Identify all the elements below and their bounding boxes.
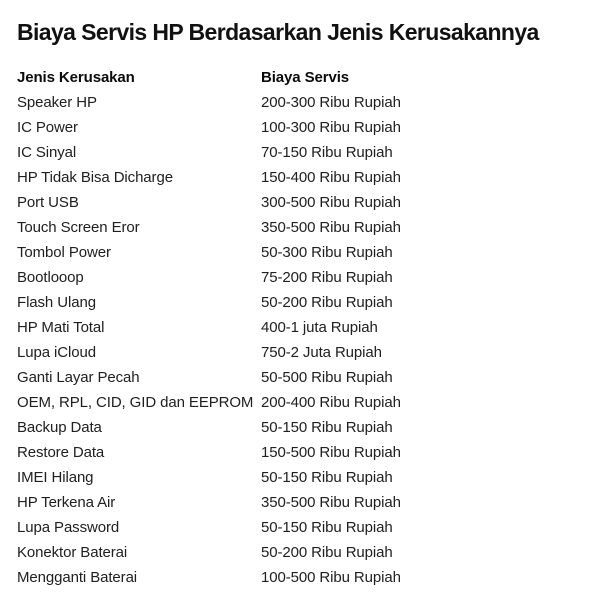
table-row [17,465,590,490]
table-row [17,315,590,340]
column-header-jenis-kerusakan: Jenis Kerusakan [17,69,135,86]
table-row [17,415,590,440]
cell-jenis-kerusakan: IMEI Hilang [17,469,94,486]
table-row [17,140,590,165]
cell-biaya-servis: 750-2 Juta Rupiah [261,344,382,361]
cell-jenis-kerusakan: Touch Screen Eror [17,219,140,236]
cell-biaya-servis: 100-500 Ribu Rupiah [261,569,401,586]
table-row [17,340,590,365]
cell-jenis-kerusakan: IC Power [17,119,78,136]
cell-biaya-servis: 350-500 Ribu Rupiah [261,219,401,236]
cell-biaya-servis: 50-150 Ribu Rupiah [261,419,393,436]
page-title: Biaya Servis HP Berdasarkan Jenis Kerusakannya [17,19,539,45]
cell-biaya-servis: 70-150 Ribu Rupiah [261,144,393,161]
cell-jenis-kerusakan: HP Tidak Bisa Dicharge [17,169,173,186]
cell-biaya-servis: 50-500 Ribu Rupiah [261,369,393,386]
cell-biaya-servis: 300-500 Ribu Rupiah [261,194,401,211]
cell-jenis-kerusakan: OEM, RPL, CID, GID dan EEPROM [17,394,254,411]
table-row [17,540,590,565]
table-row [17,190,590,215]
cell-biaya-servis: 350-500 Ribu Rupiah [261,494,401,511]
table-header-row [17,65,590,90]
cell-biaya-servis: 50-150 Ribu Rupiah [261,519,393,536]
cell-jenis-kerusakan: Restore Data [17,444,105,461]
cell-biaya-servis: 50-150 Ribu Rupiah [261,469,393,486]
table-row [17,215,590,240]
cell-jenis-kerusakan: Ganti Layar Pecah [17,369,140,386]
cell-biaya-servis: 200-400 Ribu Rupiah [261,394,401,411]
cell-jenis-kerusakan: Tombol Power [17,244,111,261]
cell-jenis-kerusakan: Lupa Password [17,519,120,536]
table-row [17,440,590,465]
cell-jenis-kerusakan: Mengganti Baterai [17,569,138,586]
cell-jenis-kerusakan: Konektor Baterai [17,544,128,561]
cell-biaya-servis: 100-300 Ribu Rupiah [261,119,401,136]
cell-biaya-servis: 200-300 Ribu Rupiah [261,94,401,111]
table-row [17,90,590,115]
cell-jenis-kerusakan: Backup Data [17,419,102,436]
table-row [17,240,590,265]
table-row [17,365,590,390]
table-row [17,265,590,290]
cell-biaya-servis: 400-1 juta Rupiah [261,319,378,336]
cell-jenis-kerusakan: HP Terkena Air [17,494,116,511]
table-row [17,290,590,315]
table-row [17,390,590,415]
column-header-biaya-servis: Biaya Servis [261,69,350,86]
cell-jenis-kerusakan: HP Mati Total [17,319,105,336]
table-row [17,115,590,140]
table-row [17,565,590,590]
cell-biaya-servis: 50-200 Ribu Rupiah [261,544,393,561]
cell-biaya-servis: 50-200 Ribu Rupiah [261,294,393,311]
cell-jenis-kerusakan: Port USB [17,194,79,211]
table-row [17,490,590,515]
service-price-table [17,65,590,590]
cell-jenis-kerusakan: Flash Ulang [17,294,96,311]
cell-jenis-kerusakan: Bootlooop [17,269,84,286]
cell-jenis-kerusakan: Speaker HP [17,94,97,111]
table-row [17,515,590,540]
cell-biaya-servis: 50-300 Ribu Rupiah [261,244,393,261]
cell-biaya-servis: 150-500 Ribu Rupiah [261,444,401,461]
table-row [17,165,590,190]
cell-biaya-servis: 150-400 Ribu Rupiah [261,169,401,186]
cell-jenis-kerusakan: Lupa iCloud [17,344,96,361]
table-body [17,90,590,590]
cell-biaya-servis: 75-200 Ribu Rupiah [261,269,393,286]
cell-jenis-kerusakan: IC Sinyal [17,144,77,161]
